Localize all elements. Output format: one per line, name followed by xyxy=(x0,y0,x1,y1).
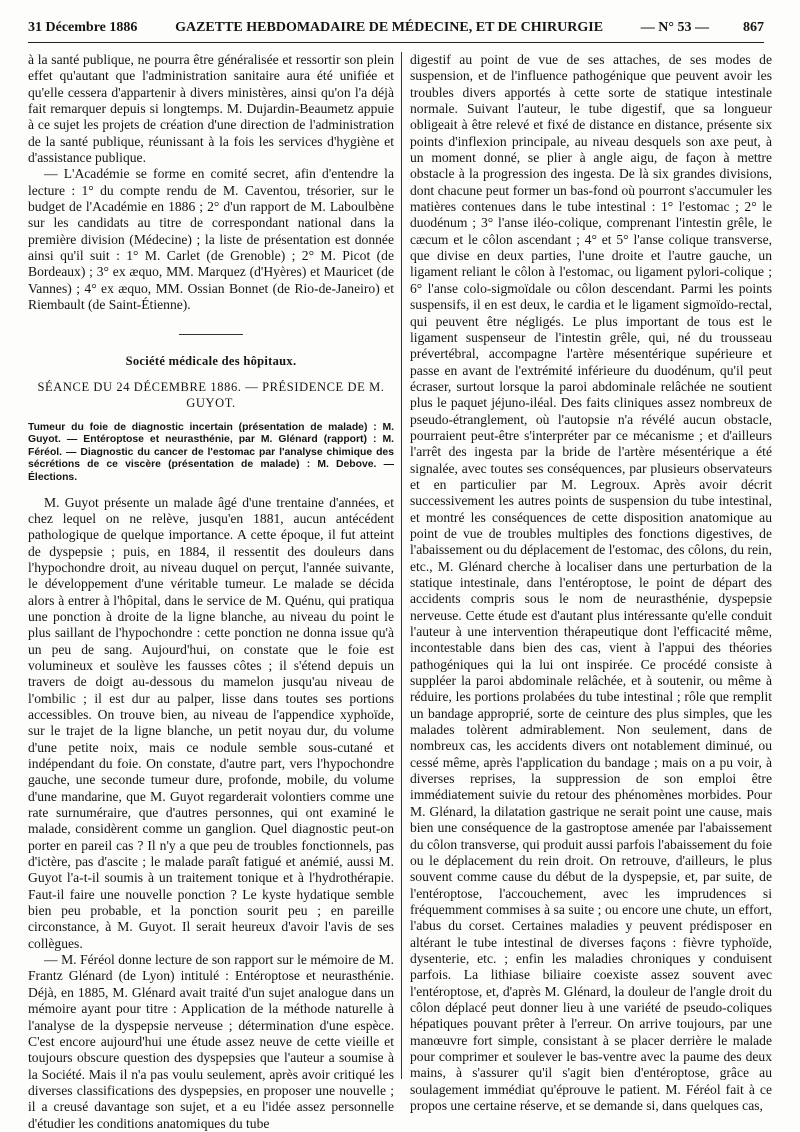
glenard-report-paragraph: digestif au point de vue de ses attaches, de ses modes de suspension, et de l'influence pathogénique que peuvent avoir les troubles divers apportés à cette sorte de statique intestinale normale. Suivant l'auteur, le tube digestif, que sa longueur obligeait à être relevé et fixé de distance en distance, présente six points d'inflexion principale, au niveau desquels son axe peut, à un moment donné, se plier à angle aigu, de façon à mettre obstacle à la progression des ingesta. De là six grandes divisions, dont chacune peut former un bas-fond où pourront s'accumuler les matières contenues dans le tube intestinal : 1° l'estomac ; 2° le duodénum ; 3° l'anse iléo-colique, comprenant l'intestin grêle, le cæcum et le côlon ascendant ; 4° et 5° l'anse colique transverse, que divise en deux parties, l'une droite et l'autre gauche, un ligament reliant le côlon à l'estomac, ou ligament pylori-colique ; 6° l'anse colo-sigmoïdale ou côlon descendant. Parmi les points suspensifs, il en est deux, le cardia et le ligament sigmoïdo-rectal, qui peuvent être négligés. Le plus important de tous est le ligament suspenseur de l'intestin grêle, qui, né du trousseau prévertébral, accompagne l'artère mésentérique supérieure et passe en avant de l'extrémité inférieure du duodénum, qu'il peut écraser, surtout lorsque la paroi abdominale relâchée ne soutient plus le paquet jéjuno-iléal. Des faits cliniques assez nombreux de pseudo-étranglement, où l'autopsie n'a révélé aucun obstacle, pourraient peut-être s'interpréter par ce mécanisme ; et d'ailleurs l'arrêt des ingesta par la bride de l'artère mésentérique a été signalée, avec toutes ses conséquences, par plusieurs observateurs et en particulier par M. Legroux. Après avoir décrit successivement les autres points de suspension du tube intestinal, et montré les conséquences de cette disposition anatomique au point de vue de troubles multiples des fonctions digestives, de l'abaissement ou du déplacement de l'estomac, des côlons, du rein, etc., M. Glénard cherche à localiser dans une perturbation de la statique intestinale, dans l'entéroptose, le point de départ des accidents compris sous le nom de neurasthénie, dyspepsie nerveuse. Cette étude est d'autant plus intéressante qu'elle conduit l'auteur à une intervention thérapeutique dont l'efficacité même, incontestable dans bien des cas, vient à l'appui des théories pathogéniques qui la lui ont inspirée. Ce procédé consiste à suppléer la paroi abdominale relâchée, et à soutenir, ou même à réduire, les portions prolabées du tube intestinal ; rôle que remplit un bandage approprié, sorte de ceinture des plus simples, que les malades tolèrent admirablement. Non seulement, dans de nombreux cas, les accidents divers ont notablement diminué, ou cessé même, après l'application du bandage ; mais on a pu voir, à diverses reprises, la suppression de son emploi être immédiatement suivie du retour des phénomènes morbides. Pour M. Glénard, la dilatation gastrique ne serait point une cause, mais bien une conséquence de la gastroptose amenée par l'abaissement du côlon transverse, qui produit aussi parfois l'abaissement du foie ou le déplacement du rein droit. On retrouve, d'ailleurs, le plus souvent comme cause du début de la dyspepsie, et, par suite, de l'entéroptose, l'accouchement, avec les imprudences si fréquemment commises à sa suite ; ou encore une chute, un effort, l'abus du corset. Certaines maladies y peuvent prédisposer en altérant le tube intestinal de diverses façons : fièvre typhoïde, dysenterie, etc. ; enfin les maladies chroniques y conduisent parfois. La lithiase biliaire coexiste assez souvent avec l'entéroptose, et, d'après M. Glénard, la douleur de l'angle droit du côlon déplacé peut donner lieu à une variété de pseudo-coliques hépatiques pouvant prêter à l'erreur. On arrive toujours, par une manœuvre fort simple, consistant à se placer derrière le malade pour comprimer et soulever le bas-ventre avec la paume des deux mains, à s'assurer qu'il s'agit bien d'entéroptose, grâce au soulagement immédiat qu'éprouve le patient. M. Féréol fait à ce propos une certaine réserve, et se demande si, dans quelques cas, xyxy=(410,52,772,1113)
header-right xyxy=(641,20,764,36)
section-title: Société médicale des hôpitaux. xyxy=(125,353,297,368)
page-number: 867 xyxy=(742,20,764,35)
right-column xyxy=(410,52,772,1113)
guyot-paragraph: M. Guyot présente un malade âgé d'une trentaine d'années, et chez lequel on ne relève, jusqu'en 1881, aucun antécédent pathologique de quelque importance. A cette époque, il fut atteint de dyspepsie ; puis, en 1884, il ressentit des douleurs dans l'hypochondre droit, au niveau duquel on perçut, l'année suivante, le développement d'une véritable tumeur. Le malade se décida alors à entrer à l'hôpital, dans le service de M. Quénu, qui pratiqua une ponction à droite de la ligne blanche, au niveau du point le plus saillant de l'hypochondre : cette ponction ne donna issue qu'à un peu de sang. Aujourd'hui, on constate que le foie est volumineux et soulève les fausses côtes ; il s'étend depuis un travers de doigt au-dessous du mamelon jusqu'au niveau de l'ombilic ; il est dur au palper, lisse dans toutes ses portions accessibles. On trouve bien, au niveau de l'appendice xyphoïde, sur le trajet de la ligne blanche, un petit noyau dur, du volume d'une petite noix, mais ce nodule semble sous-cutané et indépendant du foie. On constate, d'autre part, vers l'hypochondre gauche, une seconde tumeur dure, profonde, mobile, du volume d'une mandarine, que M. Guyot regarderait volontiers comme une rate surnuméraire, que d'autres personnes, qui ont examiné le malade, considèrent comme un ganglion. Quel diagnostic peut-on porter en pareil cas ? Il n'y a que peu de troubles fonctionnels, pas d'ictère, pas d'ascite ; le malade paraît fatigué et anémié, aussi M. Guyot l'a-t-il soumis à un traitement tonique et à l'hydrothérapie. Faut-il faire une nouvelle ponction ? Le kyste hydatique semble bien peu probable, et la ponction sourit peu ; en pareille circonstance, à M. Guyot. Il serait heureux d'avoir l'avis de ses collègues. xyxy=(28,494,394,951)
journal-title: GAZETTE HEBDOMADAIRE DE MÉDECINE, ET DE CHIRURGIE xyxy=(175,20,604,35)
section-divider xyxy=(179,334,243,335)
header-date: 31 Décembre 1886 xyxy=(28,20,138,35)
issue-number: — N° 53 — xyxy=(640,20,709,35)
academy-secret-committee: — L'Académie se forme en comité secret, afin d'entendre la lecture : 1° du compte rendu de M. Caventou, trésorier, sur le budget de l'Académie en 1886 ; 2° d'un rapport de M. Laboulbène sur les candidats au titre de correspondant national dans la première division (Médecine) ; la liste de présentation est donnée ainsi qu'il suit : 1° M. Carlet (de Grenoble) ; 2° M. Picot (de Bordeaux) ; 3° ex æquo, MM. Marquez (d'Hyères) et Mauricet (de Vannes) ; 4° ex æquo, MM. Ossian Bonnet (de Rio-de-Janeiro) et Riembault (de Saint-Étienne). xyxy=(28,166,394,313)
academy-paragraph-end: à la santé publique, ne pourra être généralisée et ressortir son plein effet qu'autant que l'administration sanitaire aura été unifiée et qu'elle cessera d'appartenir à divers ministères, ainsi qu'on l'a déjà fait remarquer depuis si longtemps. M. Dujardin-Beaumetz appuie à ce sujet les projets de création d'une direction de l'administration de la santé publique, réunissant à la fois les services d'hygiène et d'assistance publique. xyxy=(28,52,394,166)
column-rule xyxy=(401,52,402,1079)
session-heading: SÉANCE DU 24 DÉCEMBRE 1886. — PRÉSIDENCE DE M. GUYOT. xyxy=(37,379,385,411)
fereol-paragraph: — M. Féréol donne lecture de son rapport sur le mémoire de M. Frantz Glénard (de Lyon) intitulé : Entéroptose et neurasthénie. Déjà, en 1885, M. Glénard avait traité d'un sujet analogue dans un mémoire ayant pour titre : Application de la méthode naturelle à l'analyse de la dyspepsie nerveuse ; détermination d'une espèce. C'est encore aujourd'hui une étude assez neuve de cette vieille et toujours obscure question des dyspepsies que l'auteur a soumise à la Société. Mais il n'a pas voulu seulement, après avoir critiqué les diverses classifications des dyspepsies, en proposer une nouvelle ; il a creusé davantage son sujet, et a eu l'idée assez personnelle d'étudier les conditions anatomiques du tube xyxy=(28,952,394,1131)
left-column xyxy=(28,52,394,1131)
page-header xyxy=(28,14,764,43)
session-summary: Tumeur du foie de diagnostic incertain (présentation de malade) : M. Guyot. — Entéroptose et neurasthénie, par M. Glénard (rapport) : M. Féréol. — Diagnostic du cancer de l'estomac par l'analyse chimique des sécrétions de ce viscère (présentation de malade) : M. Debove. — Élections. xyxy=(28,421,394,483)
